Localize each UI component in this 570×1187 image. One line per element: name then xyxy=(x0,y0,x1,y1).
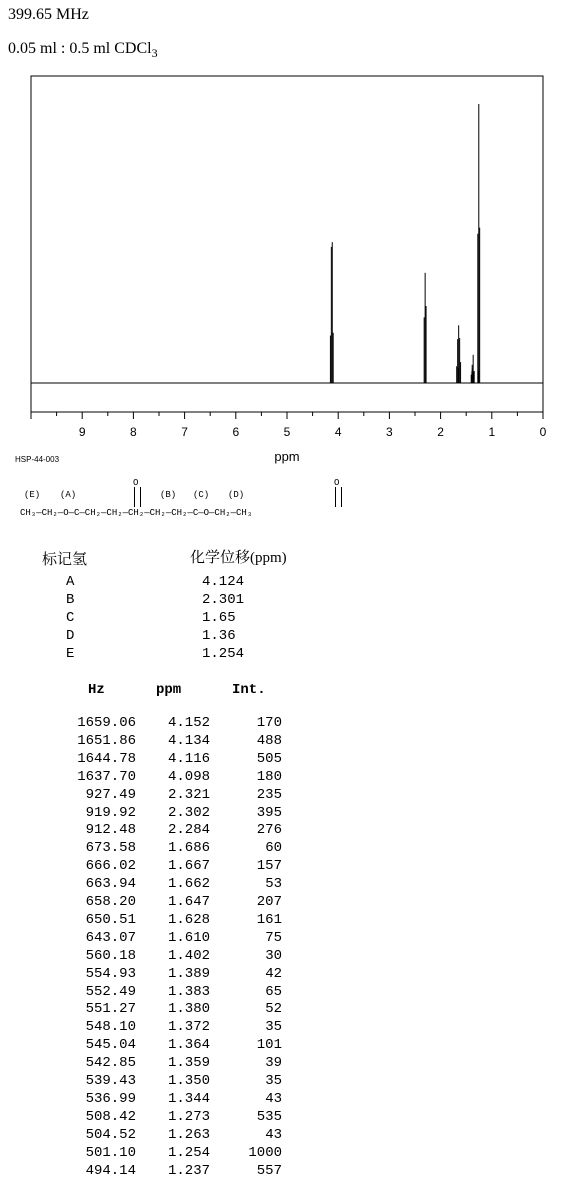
header-hz: Hz xyxy=(88,682,105,698)
peak-ppm-cell: 1.662 xyxy=(167,876,210,893)
peak-hz-cell: 539.43 xyxy=(85,1073,136,1089)
label-a: (A) xyxy=(60,490,77,500)
peak-ppm-cell: 1.389 xyxy=(167,965,210,982)
peak-int-cell: 395 xyxy=(256,804,282,821)
peak-hz-cell: 1659.06 xyxy=(77,715,136,731)
peak-int-cell: 276 xyxy=(256,822,282,839)
structure-formula: CH₃—CH₂—O—C—CH₂—CH₂—CH₂—CH₂—CH₂—C—O—CH₂—CH₃ xyxy=(20,508,253,518)
peak-ppm-cell: 2.321 xyxy=(167,786,210,803)
solvent-subscript: 3 xyxy=(151,46,158,61)
label-b: (B) xyxy=(160,490,177,500)
x-tick-label: 5 xyxy=(283,425,291,439)
peak-int-cell: 75 xyxy=(265,929,282,946)
peak-int-cell: 35 xyxy=(265,1073,282,1089)
peak-hz-cell: 542.85 xyxy=(85,1055,136,1072)
peak-ppm-cell: 1.383 xyxy=(167,983,210,1000)
nmr-spectrum-chart xyxy=(0,0,570,470)
peak-int-cell: 30 xyxy=(265,947,282,964)
peak-ppm-cell: 2.302 xyxy=(167,804,210,821)
peak-hz-cell: 643.07 xyxy=(85,929,136,946)
peak-hz-cell: 548.10 xyxy=(85,1019,136,1036)
peak-int-cell: 161 xyxy=(256,911,282,928)
peak-int-cell: 43 xyxy=(265,1090,282,1107)
peak-hz-cell: 666.02 xyxy=(85,858,136,875)
peak-int-cell: 43 xyxy=(265,1126,282,1143)
x-tick-label: 1 xyxy=(488,425,496,439)
peak-hz-cell: 560.18 xyxy=(85,947,136,964)
peak-ppm-cell: 1.402 xyxy=(167,947,210,964)
peak-ppm-cell: 1.254 xyxy=(167,1144,210,1161)
peak-int-cell: 65 xyxy=(265,983,282,1000)
peak-int-cell: 180 xyxy=(256,768,282,785)
x-axis-ticks xyxy=(31,412,547,439)
carbonyl-o-1: O xyxy=(133,478,139,488)
peak-ppm-cell: 1.628 xyxy=(167,911,210,928)
carbonyl-bond-2 xyxy=(335,487,342,507)
peak-hz-cell: 552.49 xyxy=(85,983,136,1000)
peak-ppm-cell: 1.364 xyxy=(167,1037,210,1054)
peak-hz-cell: 912.48 xyxy=(85,822,136,839)
peak-hz-cell: 927.49 xyxy=(85,786,136,803)
x-tick-label: 0 xyxy=(539,425,547,439)
peak-ppm-cell: 1.359 xyxy=(167,1055,210,1072)
peak-ppm-cell: 4.098 xyxy=(167,768,210,785)
label-c: (C) xyxy=(193,490,210,500)
peak-hz-cell: 494.14 xyxy=(85,1162,136,1179)
peak-int-cell: 42 xyxy=(265,965,282,982)
peak-hz-cell: 545.04 xyxy=(85,1037,136,1054)
peak-int-cell: 535 xyxy=(256,1108,282,1125)
peak-int-cell: 35 xyxy=(265,1019,282,1036)
peak-hz-cell: 504.52 xyxy=(85,1126,136,1143)
peak-hz-cell: 663.94 xyxy=(85,876,136,893)
x-tick-label: 6 xyxy=(232,425,240,439)
solvent-text: 0.05 ml : 0.5 ml CDCl xyxy=(8,40,152,57)
x-tick-label: 4 xyxy=(334,425,342,439)
peak-hz-cell: 1644.78 xyxy=(77,750,136,767)
peak-ppm-cell: 4.152 xyxy=(167,715,210,731)
plot-frame xyxy=(31,76,543,412)
peak-int-cell: 235 xyxy=(256,786,282,803)
assignment-header-shift: 化学位移(ppm) xyxy=(190,550,287,566)
peak-int-cell: 60 xyxy=(265,840,282,857)
x-tick-label: 3 xyxy=(386,425,393,439)
peak-int-cell: 1000 xyxy=(248,1144,282,1161)
peak-int-cell: 505 xyxy=(256,750,282,767)
x-tick-label: 7 xyxy=(181,425,188,439)
peak-int-cell: 101 xyxy=(256,1037,282,1054)
peak-int-cell: 53 xyxy=(265,876,282,893)
peak-ppm-cell: 1.350 xyxy=(167,1073,210,1089)
peak-hz-cell: 673.58 xyxy=(85,840,136,857)
peak-ppm-cell: 4.134 xyxy=(167,732,210,749)
peak-int-cell: 488 xyxy=(256,732,282,749)
peak-hz-cell: 508.42 xyxy=(85,1108,136,1125)
peak-ppm-cell: 1.610 xyxy=(167,929,210,946)
peak-int-cell: 170 xyxy=(256,715,282,731)
peak-ppm-cell: 1.647 xyxy=(167,894,210,910)
peak-ppm-cell: 4.116 xyxy=(167,750,210,767)
peak-hz-cell: 554.93 xyxy=(85,965,136,982)
peak-ppm-cell: 1.380 xyxy=(167,1001,210,1018)
peak-hz-cell: 658.20 xyxy=(85,894,136,910)
peak-hz-cell: 919.92 xyxy=(85,804,136,821)
x-tick-label: 9 xyxy=(78,425,86,439)
x-tick-label: 2 xyxy=(437,425,444,439)
peak-ppm-cell: 2.284 xyxy=(167,822,210,839)
peak-hz-cell: 1637.70 xyxy=(77,768,136,785)
peak-ppm-cell: 1.237 xyxy=(167,1162,210,1179)
label-e: (E) xyxy=(24,490,41,500)
spectrometer-frequency: 399.65 MHz xyxy=(8,6,89,23)
peak-int-cell: 207 xyxy=(256,894,282,910)
peak-int-cell: 157 xyxy=(256,858,282,875)
peak-ppm-cell: 1.372 xyxy=(167,1019,210,1036)
assignment-header-hydrogen: 标记氢 xyxy=(42,552,88,568)
label-d: (D) xyxy=(228,490,245,500)
x-tick-label: 8 xyxy=(130,425,137,439)
header-int: Int. xyxy=(232,682,266,698)
peak-ppm-cell: 1.686 xyxy=(167,840,210,857)
header-ppm: ppm xyxy=(156,682,182,698)
peak-int-cell: 557 xyxy=(256,1162,282,1179)
peak-lines xyxy=(330,104,479,383)
peak-ppm-cell: 1.344 xyxy=(167,1090,210,1107)
peak-int-cell: 52 xyxy=(265,1001,282,1018)
peak-hz-cell: 536.99 xyxy=(85,1090,136,1107)
peak-ppm-cell: 1.263 xyxy=(167,1126,210,1143)
peak-hz-cell: 1651.86 xyxy=(77,732,136,749)
carbonyl-o-2: O xyxy=(334,478,340,488)
peak-hz-cell: 501.10 xyxy=(85,1144,136,1161)
carbonyl-bond-1 xyxy=(134,487,141,507)
peak-hz-cell: 551.27 xyxy=(85,1001,136,1018)
peak-ppm-cell: 1.667 xyxy=(167,858,210,875)
spectrum-code: HSP-44-003 xyxy=(15,455,60,464)
peak-hz-cell: 650.51 xyxy=(85,911,136,928)
peak-ppm-cell: 1.273 xyxy=(167,1108,210,1125)
peak-int-cell: 39 xyxy=(265,1055,282,1072)
x-axis-label: ppm xyxy=(274,449,300,464)
